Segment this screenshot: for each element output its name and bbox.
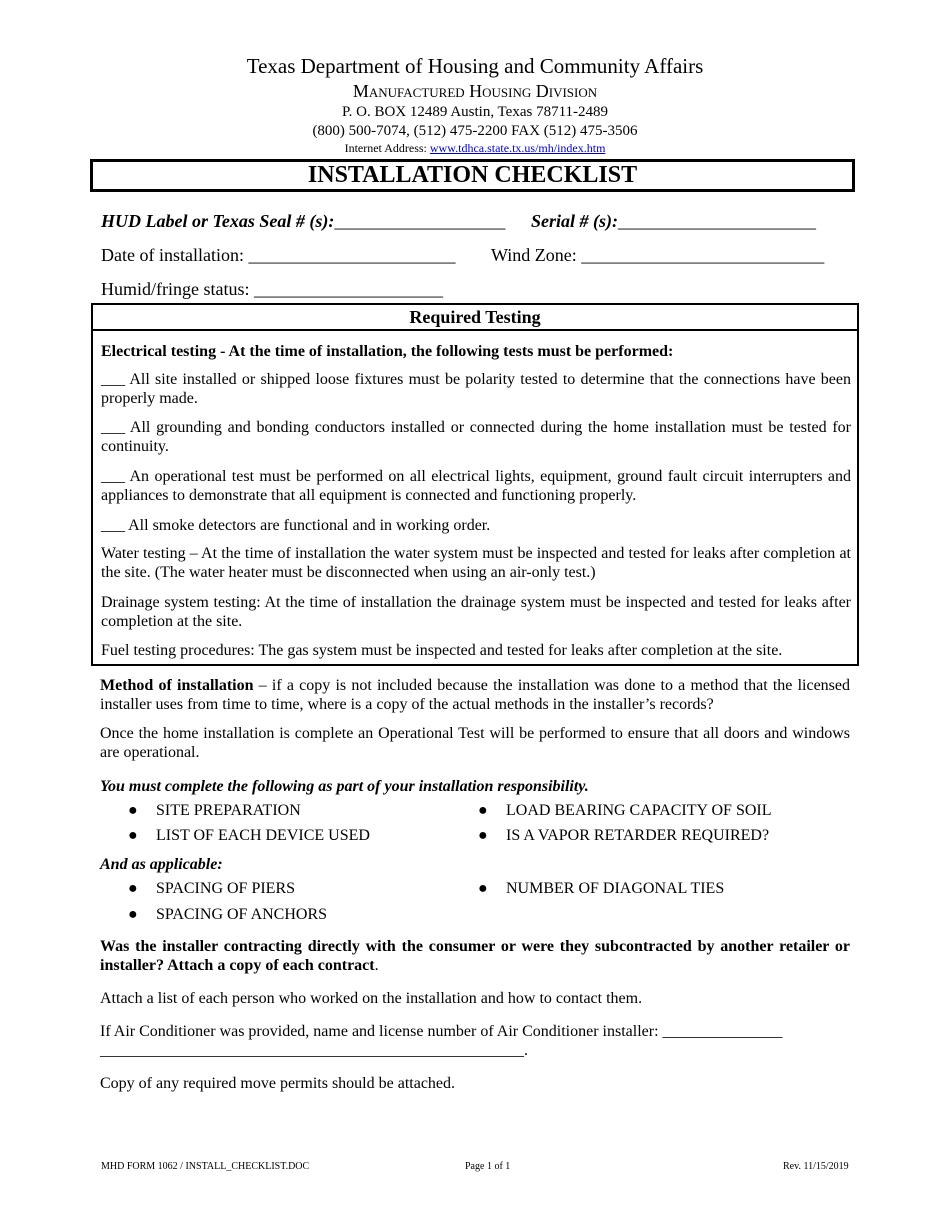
operational-test-item: ___ An operational test must be performed on all electrical lights, equipment, ground fault circuit interrupters and appliances to demonstrate that all equipment is connected and functioning properly.: [101, 468, 851, 504]
bullet-icon: ●: [478, 880, 488, 897]
list-item: [478, 826, 769, 846]
date-label: Date of installation:: [101, 245, 244, 265]
contract-question: Was the installer contracting directly with the consumer or were they subcontracted by another retailer or installer? Attach a copy of each contract: [100, 938, 850, 974]
hud-label-field: [101, 210, 505, 232]
list-item-label: LIST OF EACH DEVICE USED: [156, 827, 370, 844]
as-applicable-heading: And as applicable:: [100, 856, 223, 873]
bullet-icon: ●: [128, 906, 138, 923]
humid-fringe-field: [101, 278, 443, 300]
humid-fringe-label: Humid/fringe status:: [101, 279, 250, 299]
list-item: [478, 801, 772, 821]
list-item: [128, 801, 301, 821]
continuity-test-item: ___ All grounding and bonding conductors installed or connected during the home installation must be tested for continuity.: [101, 419, 851, 455]
internet-label: Internet Address:: [344, 141, 427, 155]
ac-installer-blank[interactable]: _____________________________________________________.: [100, 1042, 528, 1059]
hud-label-blank[interactable]: ___________________: [334, 211, 506, 231]
agency-name: Texas Department of Housing and Community Affairs: [246, 54, 704, 78]
footer-revision: Rev. 11/15/2019: [783, 1161, 849, 1172]
list-item-label: SPACING OF PIERS: [156, 880, 296, 897]
division-name: Manufactured Housing Division: [352, 81, 598, 101]
attach-list-paragraph: Attach a list of each person who worked on the installation and how to contact them.: [100, 990, 643, 1007]
hud-label: HUD Label or Texas Seal # (s):: [101, 211, 335, 231]
mailing-address: P. O. BOX 12489 Austin, Texas 78711-2489: [341, 104, 609, 120]
wind-zone-blank[interactable]: ___________________________: [581, 245, 825, 265]
list-item-label: SITE PREPARATION: [156, 802, 301, 819]
list-item-label: SPACING OF ANCHORS: [156, 906, 328, 923]
wind-zone-label: Wind Zone:: [491, 245, 577, 265]
electrical-testing-intro: Electrical testing - At the time of installation, the following tests must be performed:: [101, 343, 674, 360]
list-item: [128, 826, 370, 846]
list-item: [478, 879, 724, 899]
smoke-detector-item: ___ All smoke detectors are functional and in working order.: [101, 517, 491, 534]
required-testing-heading: Required Testing: [93, 305, 857, 331]
operational-test-paragraph: Once the home installation is complete an Operational Test will be performed to ensure that all doors and windows are operational.: [100, 725, 850, 761]
bullet-icon: ●: [128, 880, 138, 897]
date-blank[interactable]: _______________________: [248, 245, 456, 265]
contract-paragraph: [100, 937, 850, 975]
footer-page-number: Page 1 of 1: [465, 1161, 511, 1172]
drainage-testing-paragraph: Drainage system testing: At the time of installation the drainage system must be inspected and tested for leaks after completion at the site.: [101, 594, 851, 630]
ac-installer-paragraph: [100, 1022, 850, 1060]
list-item-label: IS A VAPOR RETARDER REQUIRED?: [506, 827, 770, 844]
fuel-testing-paragraph: Fuel testing procedures: The gas system must be inspected and tested for leaks after completion at the site.: [101, 642, 783, 659]
ac-installer-text[interactable]: If Air Conditioner was provided, name and license number of Air Conditioner installer: _______________: [100, 1023, 783, 1040]
letterhead: [0, 54, 950, 156]
bullet-icon: ●: [478, 802, 488, 819]
method-of-installation-paragraph: [100, 676, 850, 714]
humid-fringe-blank[interactable]: _____________________: [253, 279, 443, 299]
must-complete-heading: You must complete the following as part of your installation responsibility.: [100, 778, 589, 795]
list-item: [128, 905, 327, 925]
bullet-icon: ●: [128, 827, 138, 844]
required-testing-box: [91, 303, 859, 666]
contract-period: .: [374, 957, 379, 974]
internet-address: [0, 141, 950, 156]
website-link[interactable]: www.tdhca.state.tx.us/mh/index.htm: [429, 141, 606, 155]
list-item: [128, 879, 295, 899]
move-permits-paragraph: Copy of any required move permits should be attached.: [100, 1075, 456, 1092]
serial-field: [531, 210, 816, 232]
list-item-label: LOAD BEARING CAPACITY OF SOIL: [506, 802, 772, 819]
bullet-icon: ●: [478, 827, 488, 844]
footer-form-id: MHD FORM 1062 / INSTALL_CHECKLIST.DOC: [101, 1161, 310, 1172]
list-item-label: NUMBER OF DIAGONAL TIES: [506, 880, 725, 897]
wind-zone-field: [491, 244, 824, 266]
bullet-icon: ●: [128, 802, 138, 819]
serial-label: Serial # (s):: [531, 211, 618, 231]
polarity-test-item: ___ All site installed or shipped loose fixtures must be polarity tested to determine that the connections have been properly made.: [101, 371, 851, 407]
serial-blank[interactable]: ______________________: [618, 211, 816, 231]
water-testing-paragraph: Water testing – At the time of installation the water system must be inspected and tested for leaks after completion at the site. (The water heater must be disconnected when using an air-only test.): [101, 545, 851, 581]
page-title: INSTALLATION CHECKLIST: [90, 159, 855, 192]
method-heading: Method of installation: [100, 677, 254, 694]
phone-numbers: (800) 500-7074, (512) 475-2200 FAX (512) 475-3506: [312, 123, 638, 139]
method-text: – if a copy is not included because the installation was done to a method that the licensed installer uses from time to time, where is a copy of the actual methods in the installer’s records?: [100, 677, 850, 713]
date-field: [101, 244, 455, 266]
